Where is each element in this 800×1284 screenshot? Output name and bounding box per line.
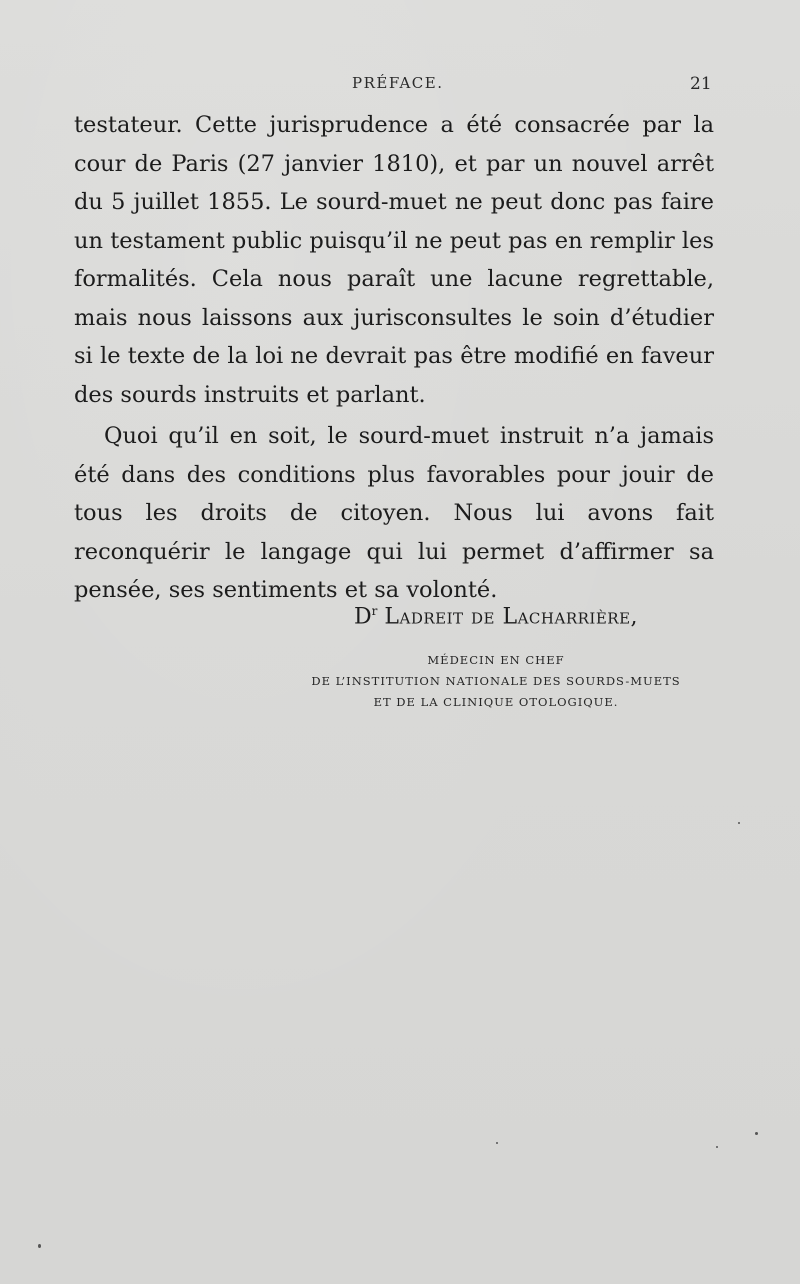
paper-speck bbox=[38, 1244, 41, 1248]
running-title: PRÉFACE. bbox=[352, 74, 444, 92]
signature-credentials bbox=[300, 650, 692, 713]
signature-name: Ladreit de Lacharrière, bbox=[384, 604, 639, 630]
credential-line-2: DE L’INSTITUTION NATIONALE DES SOURDS-MUETS bbox=[311, 674, 681, 688]
paper-speck bbox=[496, 1142, 498, 1144]
paper-speck bbox=[755, 1132, 758, 1135]
paper-speck bbox=[738, 822, 740, 824]
signature bbox=[354, 604, 638, 629]
paragraph-1: testateur. Cette jurisprudence a été consacrée par la cour de Paris (27 janvier 1810), et par un nouvel arrêt du 5 juillet 1855. Le sourd-muet ne peut donc pas faire un testament public puisqu’il ne peut pas en remplir les formalités. Cela nous paraît une lacune regrettable, mais nous laissons aux jurisconsultes le soin d’étudier si le texte de la loi ne devrait pas être modifié en faveur des sourds instruits et parlant. bbox=[74, 112, 714, 408]
signature-title-superscript: r bbox=[371, 604, 378, 618]
credential-line-1: MÉDECIN EN CHEF bbox=[427, 653, 565, 667]
running-head bbox=[0, 74, 800, 98]
paper-speck bbox=[716, 1146, 718, 1148]
paragraph-2: Quoi qu’il en soit, le sourd-muet instruit n’a jamais été dans des conditions plus favorables pour jouir de tous les droits de citoyen. Nous lui avons fait reconquérir le langage qui lui permet d’affirmer sa pensée, ses sentiments et sa volonté. bbox=[74, 423, 714, 603]
body-text bbox=[74, 106, 714, 610]
signature-title: D bbox=[354, 604, 372, 630]
page-number: 21 bbox=[690, 74, 712, 94]
credential-line-3: ET DE LA CLINIQUE OTOLOGIQUE. bbox=[373, 695, 619, 709]
